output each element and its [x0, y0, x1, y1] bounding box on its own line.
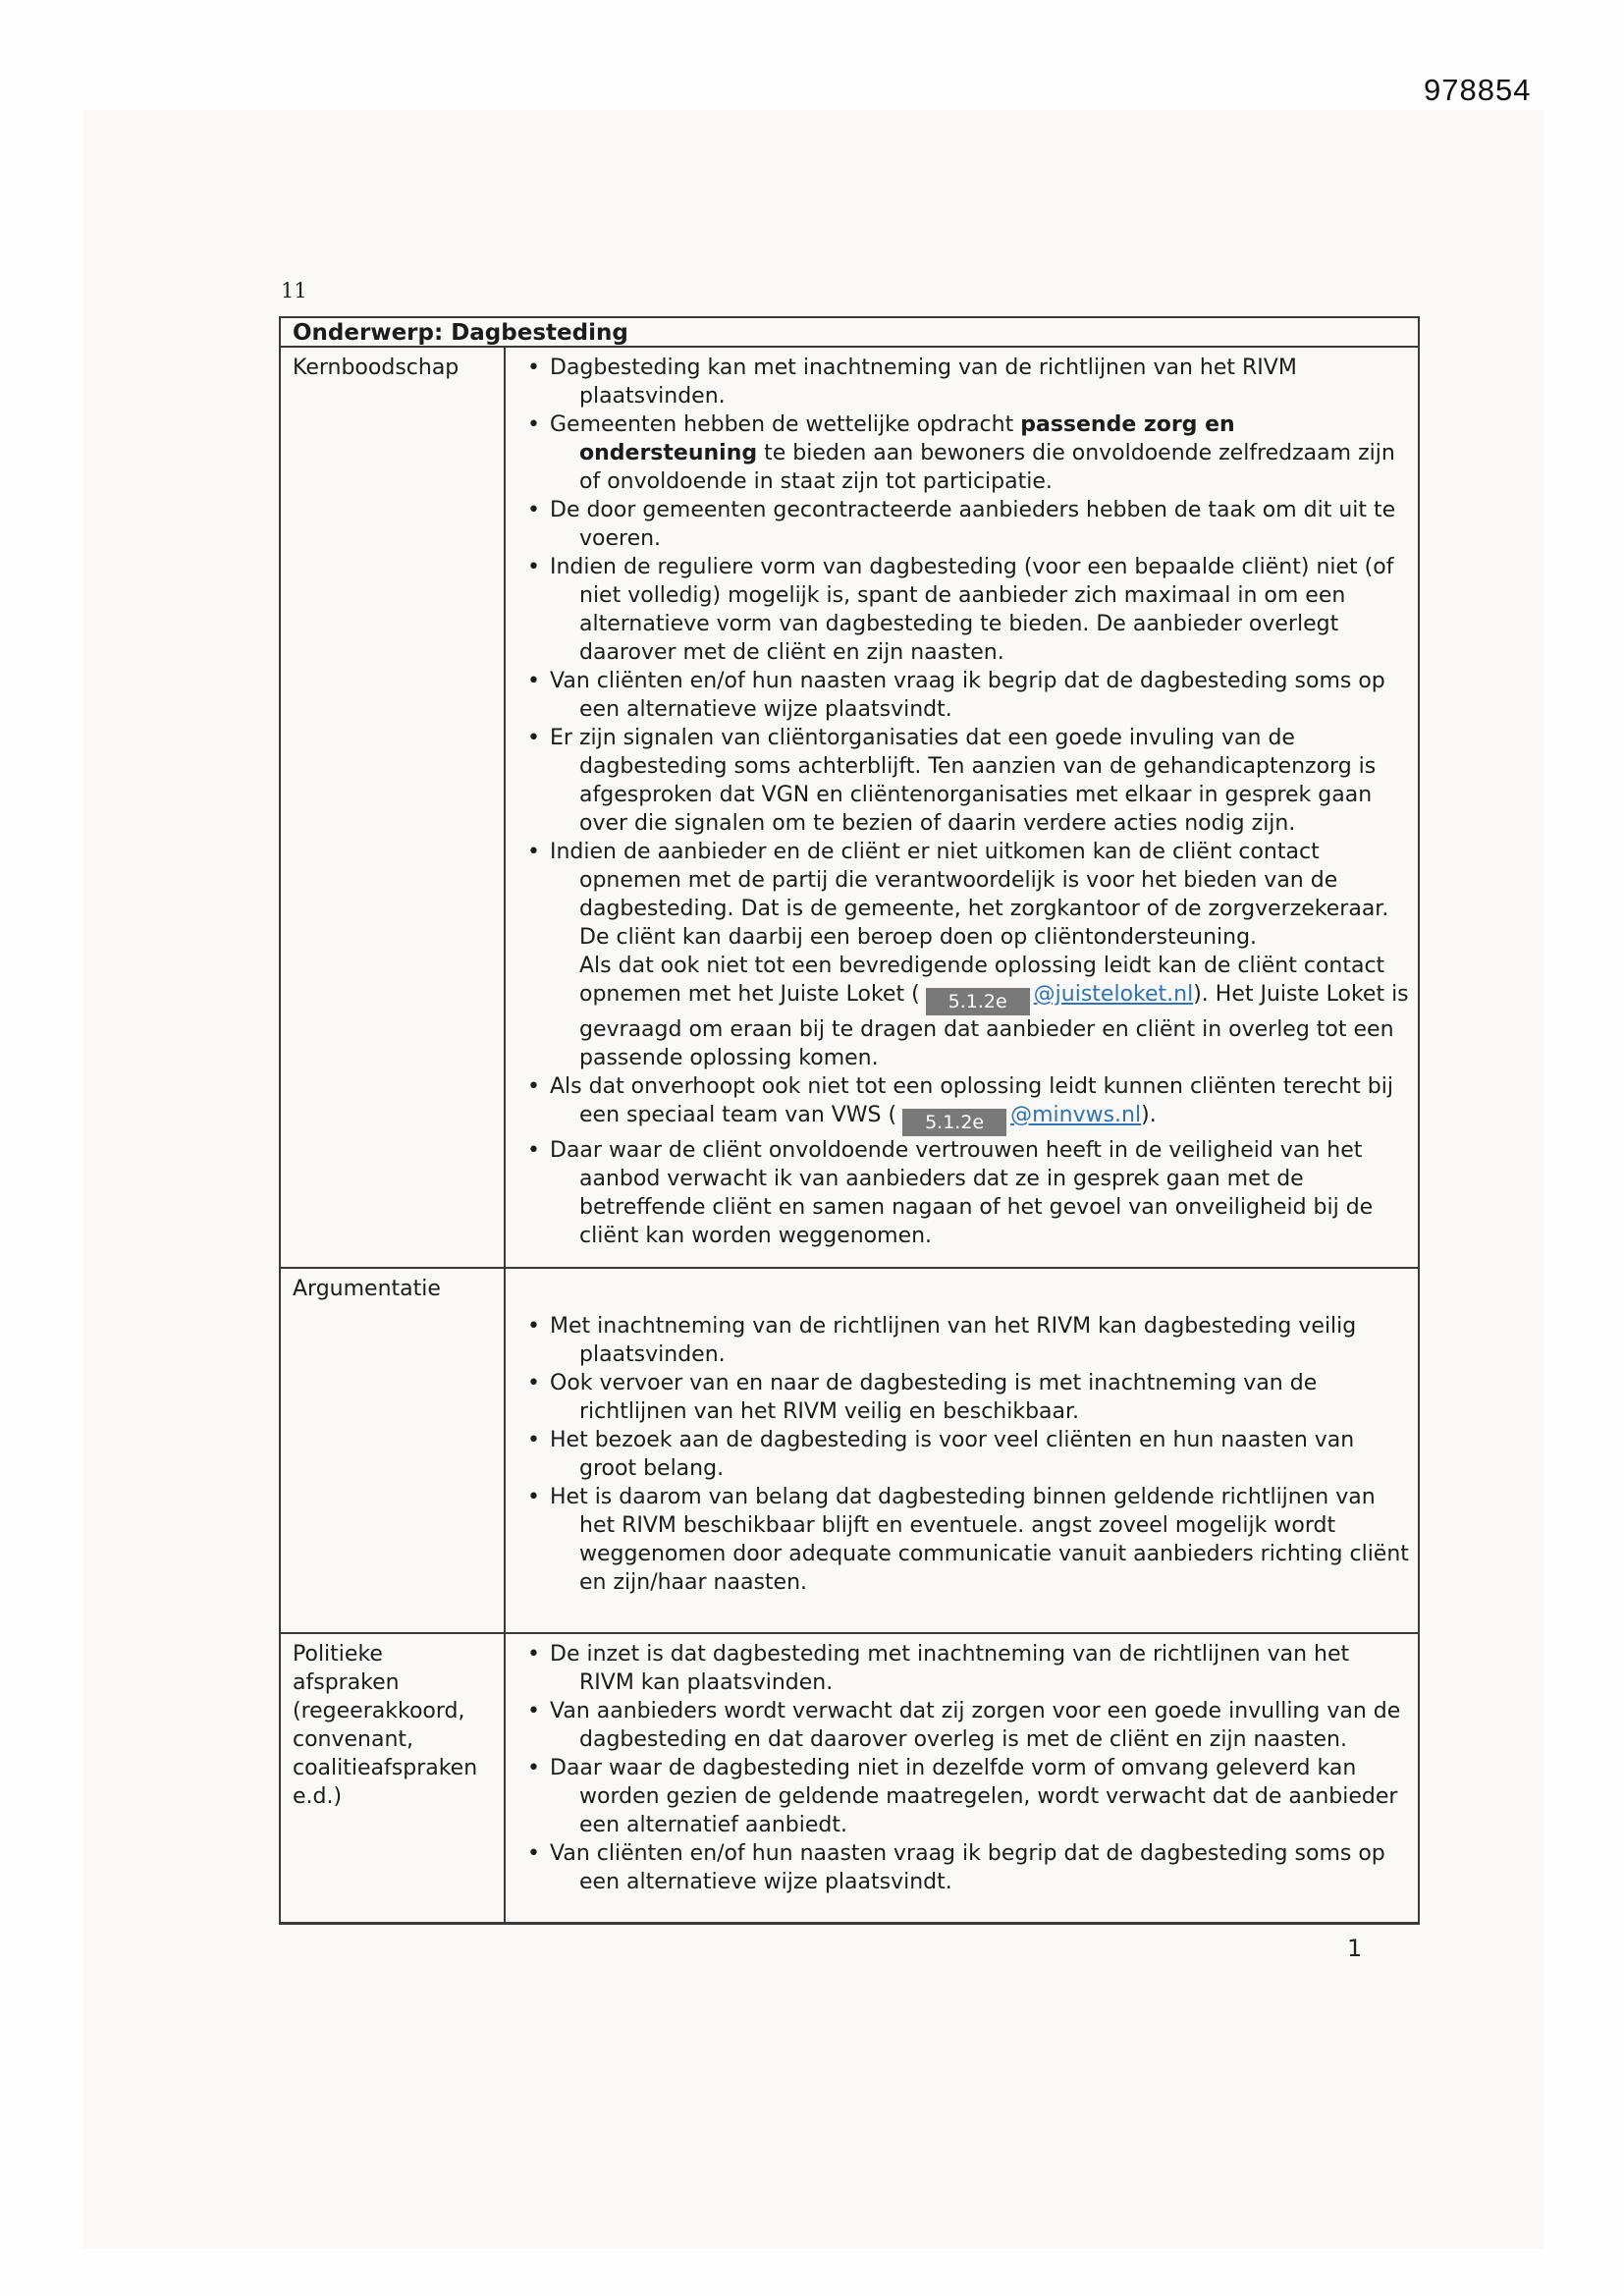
email-link[interactable]: @juisteloket.nl — [1033, 982, 1194, 1007]
bullet-item: • Er zijn signalen van cliëntorganisaties dat een goede invuling van de dagbesteding soms achterblijft. Ten aanzien van de gehandicaptenzorg is afgesproken dat VGN en cliëntenorganisaties met elkaar in gesprek gaan over die signalen om te bezien of daarin verdere acties nodig zijn. — [527, 726, 1377, 836]
bullet-list — [506, 348, 1418, 1250]
row-content-kernboodschap — [506, 348, 1418, 1267]
bullet-list — [506, 1634, 1418, 1896]
bullet-icon: • — [527, 1699, 540, 1723]
bullet-item: • Van cliënten en/of hun naasten vraag ik begrip dat de dagbesteding soms op een alternatieve wijze plaatsvindt. — [527, 669, 1385, 722]
bullet-icon: • — [527, 1485, 540, 1509]
email-link[interactable]: @minvws.nl — [1010, 1103, 1142, 1127]
bullet-icon: • — [527, 498, 540, 522]
bullet-icon: • — [527, 1642, 540, 1667]
bullet-item: • Daar waar de cliënt onvoldoende vertrouwen heeft in de veiligheid van het aanbod verwacht ik van aanbieders dat ze in gesprek gaan met de betreffende cliënt en samen nagaan of het gevoel van onveiligheid bij de cliënt kan worden weggenomen. — [527, 1138, 1374, 1248]
table-title: Onderwerp: Dagbesteding — [281, 318, 1418, 348]
bullet-icon: • — [527, 1314, 540, 1339]
redaction-box: 5.1.2e — [926, 988, 1030, 1015]
bullet-item: • Indien de reguliere vorm van dagbesteding (voor een bepaalde cliënt) niet (of niet volledig) mogelijk is, spant de aanbieder zich maximaal in om een alternatieve vorm van dagbesteding te bieden. De aanbieder overlegt daarover met de cliënt en zijn naasten. — [527, 555, 1394, 665]
bullet-item: • De inzet is dat dagbesteding met inachtneming van de richtlijnen van het RIVM kan plaatsvinden. — [527, 1642, 1350, 1695]
bold-text: passende zorg en ondersteuning — [579, 412, 1235, 465]
bullet-item: • Van cliënten en/of hun naasten vraag ik begrip dat de dagbesteding soms op een alternatieve wijze plaatsvindt. — [527, 1841, 1385, 1894]
bullet-item: • Daar waar de dagbesteding niet in dezelfde vorm of omvang geleverd kan worden gezien de geldende maatregelen, wordt verwacht dat de aanbieder een alternatief aanbiedt. — [527, 1756, 1398, 1837]
bullet-icon: • — [527, 412, 540, 437]
bullet-list — [506, 1269, 1418, 1597]
bullet-icon: • — [527, 1138, 540, 1163]
bullet-item: • De door gemeenten gecontracteerde aanbieders hebben de taak om dit uit te voeren. — [527, 498, 1396, 551]
bullet-item: • Ook vervoer van en naar de dagbesteding is met inachtneming van de richtlijnen van het RIVM veilig en beschikbaar. — [527, 1371, 1318, 1424]
bullet-item: • Het is daarom van belang dat dagbesteding binnen geldende richtlijnen van het RIVM beschikbaar blijft en eventuele. angst zoveel mogelijk wordt weggenomen door adequate communicatie vanuit aanbieders richting cliënt en zijn/haar naasten. — [527, 1485, 1409, 1595]
bullet-item: • Het bezoek aan de dagbesteding is voor veel cliënten en hun naasten van groot belang. — [527, 1428, 1355, 1481]
topic-table — [279, 316, 1420, 1925]
bullet-icon: • — [527, 555, 540, 579]
bullet-icon: • — [527, 726, 540, 750]
document-number: 978854 — [1424, 73, 1532, 107]
redaction-box: 5.1.2e — [902, 1109, 1006, 1136]
bullet-icon: • — [527, 355, 540, 380]
bullet-item: • Indien de aanbieder en de cliënt er niet uitkomen kan de cliënt contact opnemen met de partij die verantwoordelijk is voor het bieden van de dagbesteding. Dat is de gemeente, het zorgkantoor of de zorgverzekeraar. De cliënt kan daarbij een beroep doen op cliëntondersteuning. Als dat ook niet tot een bevredigende oplossing leidt kan de cliënt contact opnemen met het Juiste Loket ( 5.1.2e @juisteloket.nl). Het Juiste Loket is gevraagd om eraan bij te dragen dat aanbieder en cliënt in overleg tot een passende oplossing komen. — [527, 840, 1409, 1070]
page-number: 1 — [1347, 1935, 1363, 1962]
bullet-item: • Van aanbieders wordt verwacht dat zij zorgen voor een goede invulling van de dagbesteding en dat daarover overleg is met de cliënt en zijn naasten. — [527, 1699, 1401, 1752]
row-content-politieke-afspraken — [506, 1634, 1418, 1922]
bullet-icon: • — [527, 1371, 540, 1395]
bullet-item: • Dagbesteding kan met inachtneming van de richtlijnen van het RIVM plaatsvinden. — [527, 355, 1297, 409]
bullet-icon: • — [527, 1074, 540, 1099]
table-row-argumentatie — [281, 1267, 1418, 1632]
table-row-kernboodschap — [281, 348, 1418, 1267]
bullet-icon: • — [527, 840, 540, 864]
bullet-item: • Als dat onverhoopt ook niet tot een oplossing leidt kunnen cliënten terecht bij een speciaal team van VWS ( 5.1.2e @minvws.nl). — [527, 1072, 1410, 1136]
row-label-politieke-afspraken: Politieke afspraken (regeerakkoord, convenant, coalitieafspraken e.d.) — [281, 1634, 506, 1922]
bullet-item: • Gemeenten hebben de wettelijke opdracht passende zorg en ondersteuning te bieden aan bewoners die onvoldoende zelfredzaam zijn of onvoldoende in staat zijn tot participatie. — [527, 412, 1395, 494]
bullet-icon: • — [527, 1428, 540, 1452]
bullet-item: • Met inachtneming van de richtlijnen van het RIVM kan dagbesteding veilig plaatsvinden. — [527, 1314, 1357, 1367]
bullet-icon: • — [527, 669, 540, 693]
bullet-icon: • — [527, 1841, 540, 1866]
bullet-icon: • — [527, 1756, 540, 1780]
footnote-mark: 11 — [281, 279, 307, 302]
row-label-argumentatie: Argumentatie — [281, 1269, 506, 1632]
row-label-kernboodschap: Kernboodschap — [281, 348, 506, 1267]
row-content-argumentatie — [506, 1269, 1418, 1632]
table-row-politieke-afspraken — [281, 1632, 1418, 1922]
